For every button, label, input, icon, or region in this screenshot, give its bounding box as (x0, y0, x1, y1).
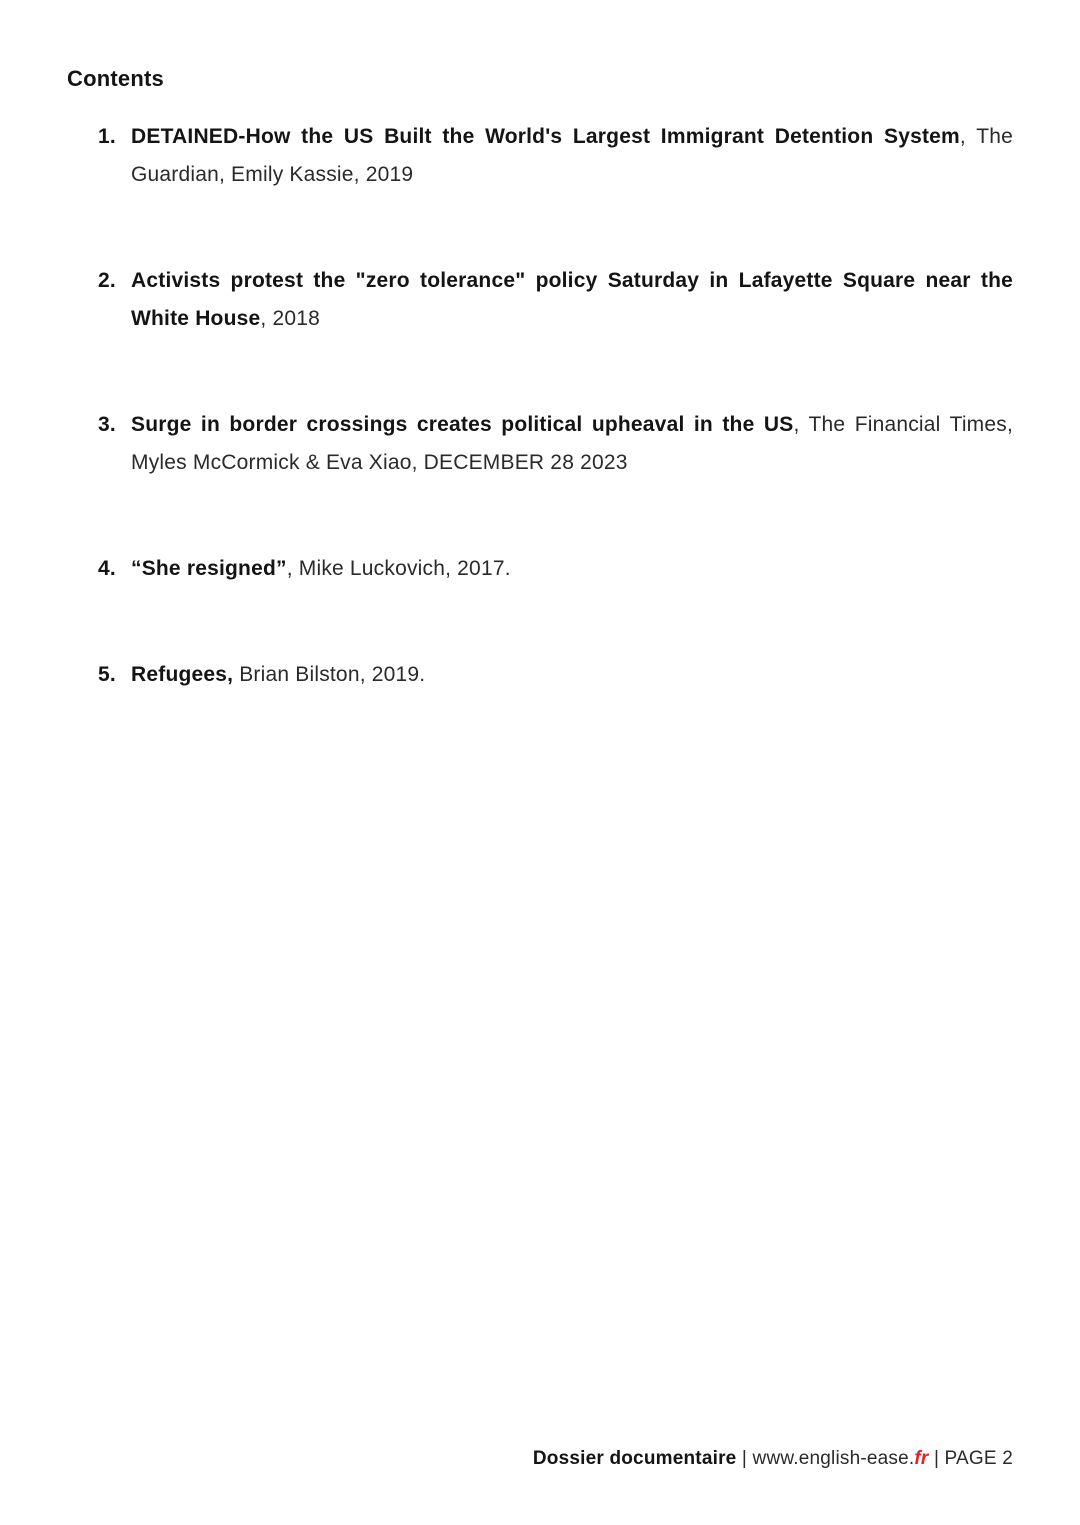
item-title: DETAINED-How the US Built the World's Largest Immigrant Detention System (131, 125, 960, 148)
list-item (67, 406, 1013, 482)
footer-doc-label: Dossier documentaire (532, 1448, 737, 1469)
item-number: 4. (98, 557, 116, 580)
item-number: 1. (98, 125, 116, 148)
list-item (67, 656, 1013, 694)
item-title: Activists protest the "zero tolerance" policy Saturday in Lafayette Square near the White House (131, 269, 1013, 330)
item-number: 5. (98, 663, 116, 686)
item-number: 2. (98, 269, 116, 292)
item-attribution: , The Financial Times, Myles McCormick & Eva Xiao, DECEMBER 28 2023 (131, 413, 1013, 474)
footer-site-tld: fr (914, 1448, 929, 1469)
footer-page-number: | PAGE 2 (928, 1448, 1013, 1469)
item-number: 3. (98, 413, 116, 436)
item-attribution: , Mike Luckovich, 2017. (286, 557, 511, 580)
item-attribution: , 2018 (260, 307, 320, 330)
item-attribution: , The Guardian, Emily Kassie, 2019 (131, 125, 1013, 186)
item-attribution: Brian Bilston, 2019. (233, 663, 426, 686)
list-item (67, 262, 1013, 338)
page-content (0, 0, 1080, 694)
page-title: Contents (67, 66, 164, 91)
item-title: “She resigned” (131, 557, 287, 580)
item-title: Refugees, (131, 663, 234, 686)
footer-site-url: | www.english-ease. (736, 1448, 915, 1469)
item-title: Surge in border crossings creates political upheaval in the US (131, 413, 794, 436)
contents-list (67, 118, 1013, 694)
list-item (67, 118, 1013, 194)
page-footer (533, 1445, 1013, 1473)
list-item (67, 550, 1013, 588)
